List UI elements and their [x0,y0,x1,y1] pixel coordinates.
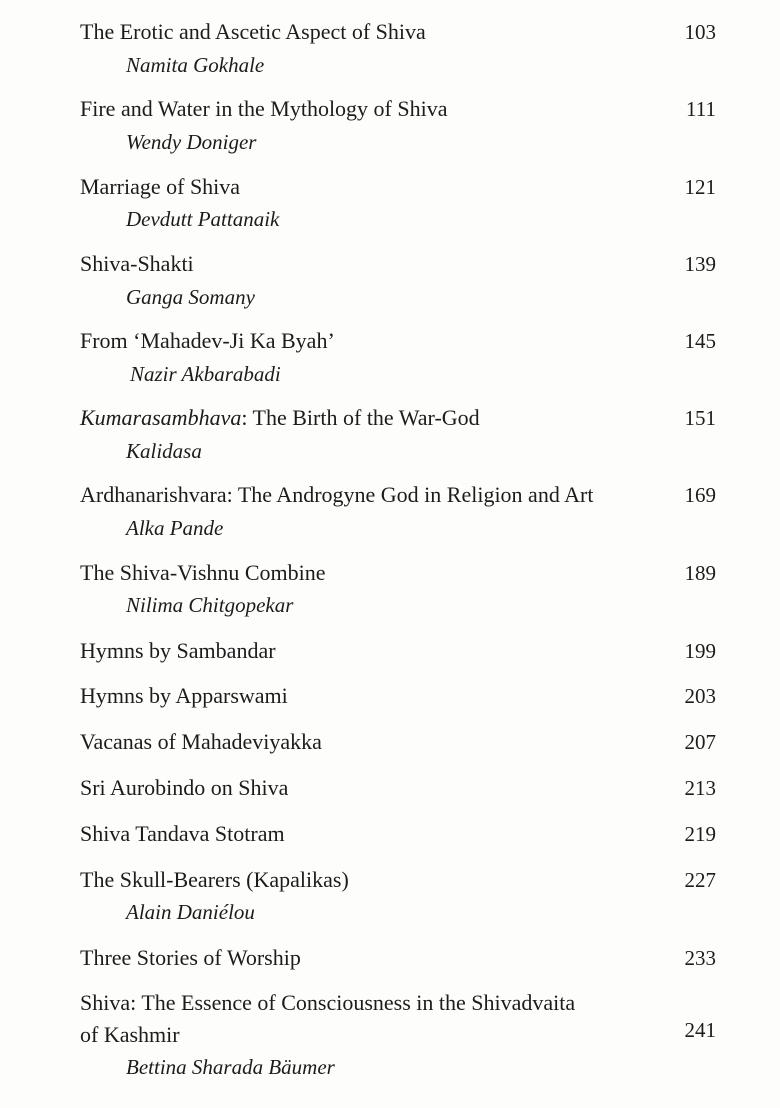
toc-entry [80,403,716,433]
page-number: 233 [684,946,716,970]
toc-entry [80,865,716,895]
entry-title: Hymns by Sambandar [80,638,276,663]
entry-author: Alka Pande [126,516,224,540]
toc-entry [80,172,716,202]
entry-title: Marriage of Shiva [80,174,241,199]
toc-entry [80,636,716,666]
toc-entry [80,681,716,711]
entry-title: Three Stories of Worship [80,945,301,970]
entry-author: Ganga Somany [126,285,255,309]
toc-entry [80,326,716,356]
entry-title: Ardhanarishvara: The Androgyne God in Religion and Art [80,482,594,507]
entry-author: Nilima Chitgopekar [126,593,294,617]
toc-entry [80,480,716,510]
toc-entry [80,773,716,803]
page-number: 241 [684,1018,716,1042]
toc-entry [80,819,716,849]
page-number: 151 [684,406,716,430]
page-number: 213 [684,776,716,800]
entry-title [80,403,716,433]
entry-title-line2: of Kashmir [80,1022,180,1047]
page-number: 111 [686,97,716,121]
entry-title: Sri Aurobindo on Shiva [80,775,289,800]
toc-entry [80,727,716,757]
page-number: 139 [684,252,716,276]
toc-entry [80,943,716,973]
page-number: 145 [684,329,716,353]
entry-author: Wendy Doniger [126,130,257,154]
entry-title: The Shiva-Vishnu Combine [80,560,326,585]
page-number: 207 [684,730,716,754]
entry-author: Bettina Sharada Bäumer [126,1055,335,1079]
entry-title: Vacanas of Mahadeviyakka [80,729,322,754]
entry-title: The Erotic and Ascetic Aspect of Shiva [80,19,426,44]
entry-author: Devdutt Pattanaik [126,207,280,231]
toc-entry [80,558,716,588]
entry-author: Alain Daniélou [126,900,255,924]
page-number: 219 [684,822,716,846]
toc-entry [80,17,716,47]
page-number: 199 [684,639,716,663]
entry-author: Namita Gokhale [126,53,265,77]
page-number: 227 [684,868,716,892]
entry-title: Shiva-Shakti [80,251,194,276]
entry-title: Hymns by Apparswami [80,683,288,708]
toc-entry [80,94,716,124]
entry-title: Shiva Tandava Stotram [80,821,285,846]
entry-author: Kalidasa [126,439,202,463]
entry-title-italic: Kumarasambhava [80,405,242,430]
entry-author: Nazir Akbarabadi [130,362,281,386]
entry-title: Shiva: The Essence of Consciousness in the Shivadvaita [80,990,576,1015]
entry-title: The Skull-Bearers (Kapalikas) [80,867,349,892]
entry-title: From ‘Mahadev-Ji Ka Byah’ [80,328,335,353]
toc-entry [80,988,716,1050]
page-number: 203 [684,684,716,708]
entry-title: Fire and Water in the Mythology of Shiva [80,96,448,121]
page-number: 169 [684,483,716,507]
toc-entry [80,249,716,279]
entry-title-rest: : The Birth of the War-God [241,405,480,430]
page-number: 121 [684,175,716,199]
page-number: 103 [684,20,716,44]
page-number: 189 [684,561,716,585]
